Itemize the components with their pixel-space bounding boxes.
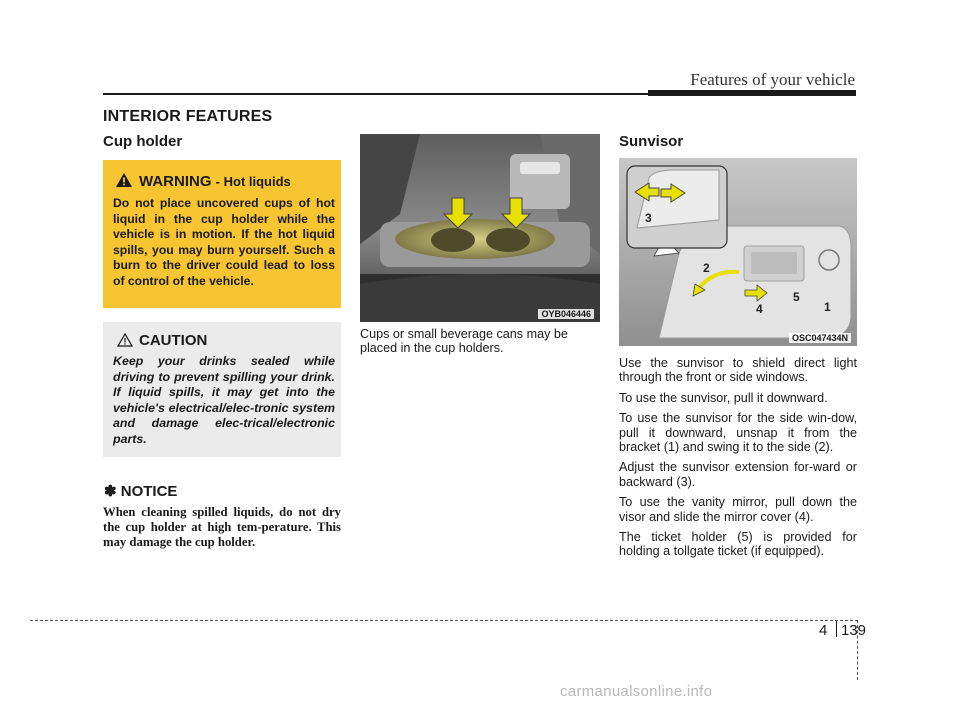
- warning-text: Do not place uncovered cups of hot liquid in the cup holder while the vehicle is in motion. If the hot liquid spills, you may burn yourself. Such a burn to the driver could lead to loss of control of the vehicle.: [113, 196, 335, 288]
- caution-box: [103, 322, 341, 457]
- sunvisor-paragraph: To use the sunvisor for the side win-dow, pull it downward, unsnap it from the bracket (1) and swing it to the side (2).: [619, 411, 857, 455]
- caution-text: Keep your drinks sealed while driving to prevent spilling your drink. If liquid spills, it may get into the vehicle's electrical/elec-tronic system and damage elec-trical/electronic parts.: [113, 354, 335, 446]
- sunvisor-paragraph: The ticket holder (5) is provided for holding a tollgate ticket (if equipped).: [619, 530, 857, 559]
- callout-3: 3: [645, 211, 652, 225]
- cup-holder-caption: Cups or small beverage cans may be placed in the cup holders.: [360, 327, 568, 356]
- sunvisor-photo: [619, 158, 857, 346]
- photo-code: OSC047434N: [789, 333, 851, 343]
- cup-holder-photo: [360, 134, 600, 322]
- sunvisor-paragraph: To use the sunvisor, pull it downward.: [619, 390, 828, 405]
- page-number: 139: [841, 622, 867, 639]
- warning-sublabel: - Hot liquids: [215, 174, 291, 189]
- warning-label: WARNING: [139, 173, 212, 190]
- sunvisor-paragraph: To use the vanity mirror, pull down the visor and slide the mirror cover (4).: [619, 495, 857, 524]
- callout-4: 4: [756, 302, 763, 316]
- callout-5: 5: [793, 290, 800, 304]
- notice-text: When cleaning spilled liquids, do not dry the cup holder at high tem-perature. This may damage the cup holder.: [103, 505, 341, 550]
- footer-divider: [836, 621, 837, 637]
- callout-2: 2: [703, 261, 710, 275]
- warning-triangle-icon: [115, 172, 133, 188]
- cup-holder-heading: Cup holder: [103, 133, 183, 150]
- warning-box: [103, 160, 341, 308]
- cup-holder-illustration: [360, 134, 600, 322]
- caution-triangle-icon: [117, 333, 133, 347]
- sunvisor-heading: Sunvisor: [619, 133, 684, 150]
- footer-rule: [30, 620, 858, 621]
- caution-label: CAUTION: [139, 332, 208, 349]
- section-title: INTERIOR FEATURES: [103, 108, 273, 125]
- callout-1: 1: [824, 300, 831, 314]
- photo-code: OYB046446: [538, 309, 594, 319]
- sunvisor-illustration: [619, 158, 857, 346]
- header-tab-bar: [648, 90, 856, 96]
- notice-heading: ✽ NOTICE: [104, 483, 178, 500]
- warning-header: [115, 172, 291, 190]
- caution-header: [117, 332, 207, 349]
- chapter-number: 4: [819, 622, 828, 639]
- running-header: Features of your vehicle: [690, 70, 855, 89]
- watermark: carmanualsonline.info: [560, 683, 713, 700]
- sunvisor-instructions: [619, 356, 857, 565]
- sunvisor-paragraph: Adjust the sunvisor extension for-ward or backward (3).: [619, 460, 857, 489]
- sunvisor-paragraph: Use the sunvisor to shield direct light through the front or side windows.: [619, 356, 857, 385]
